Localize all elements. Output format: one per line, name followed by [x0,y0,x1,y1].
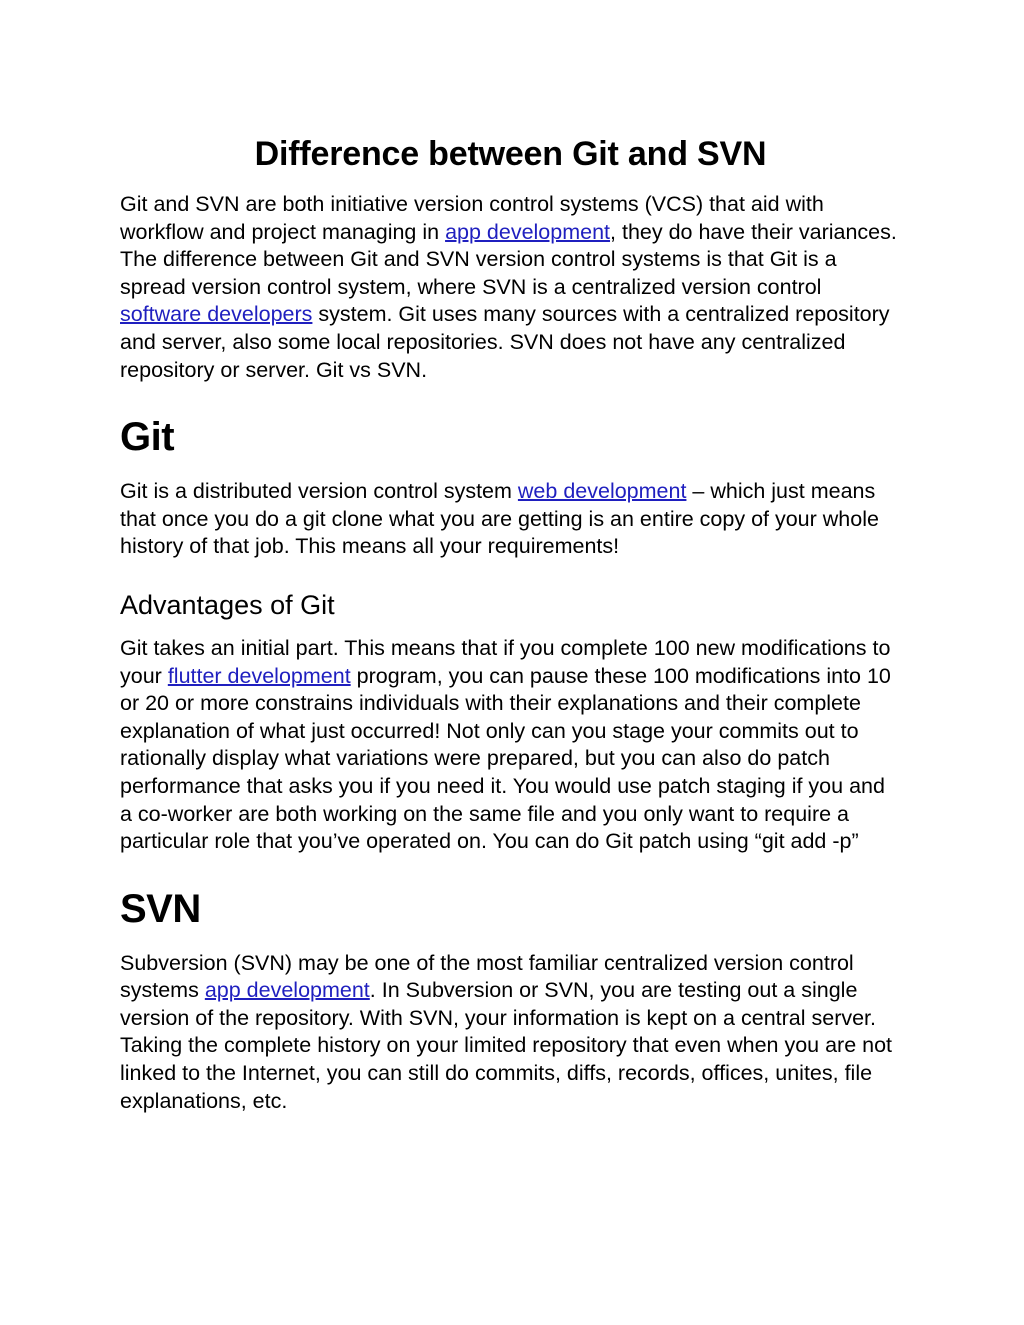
heading-advantages-of-git: Advantages of Git [120,589,335,620]
advantages-text-1: Git takes an initial part. This means that if you complete 100 new modifications to your [120,635,891,688]
advantages-text-2: program, you can pause these 100 modifications into 10 or 20 or more constrains individuals with their explanations and their complete explanation of what just occurred! Not only can you stage your commits out to rationally display what variations were prepared, but you can also do patch performance that asks you if you need it. You would use patch staging if you and a co-worker are both working on the same file and you only want to require a particular role that you’ve operated on. You can do Git patch using “git add -p” [120,663,891,854]
heading-svn: SVN [120,886,201,931]
intro-paragraph [120,191,901,384]
git-text-2: – which just means that once you do a git clone what you are getting is an entire copy of your whole history of that job. This means all your requirements! [120,479,879,559]
git-text-1: Git is a distributed version control system [120,479,518,504]
page-title: Difference between Git and SVN [254,135,767,173]
link-flutter-development[interactable]: flutter development [167,663,351,688]
link-software-developers[interactable]: software developers [120,302,313,327]
heading-git: Git [120,415,175,460]
svn-paragraph [120,950,901,1116]
intro-text-1: Git and SVN are both initiative version control systems (VCS) that aid with workflow and project managing in [120,192,824,244]
svn-text-2: . In Subversion or SVN, you are testing out a single version of the repository. With SVN, your information is kept on a central server. Taking the complete history on your limited repository that even when you are not linked to the Internet, you can still do commits, diffs, records, offices, unites, file explanations, etc. [120,978,893,1113]
intro-text-3: system. Git uses many sources with a centralized repository and server, also some local repositories. SVN does not have any centralized repository or server. Git vs SVN. [120,302,890,382]
svn-text-1: Subversion (SVN) may be one of the most familiar centralized version control systems [120,950,854,1003]
link-web-development[interactable]: web development [517,479,687,504]
document-body [120,133,901,1115]
git-paragraph [120,478,901,561]
link-app-development-1[interactable]: app development [445,219,611,244]
link-app-development-2[interactable]: app development [204,978,370,1003]
advantages-paragraph [120,635,901,856]
intro-text-2: , they do have their variances. The difference between Git and SVN version control systems is that Git is a spread version control system, where SVN is a centralized version control [120,219,897,299]
